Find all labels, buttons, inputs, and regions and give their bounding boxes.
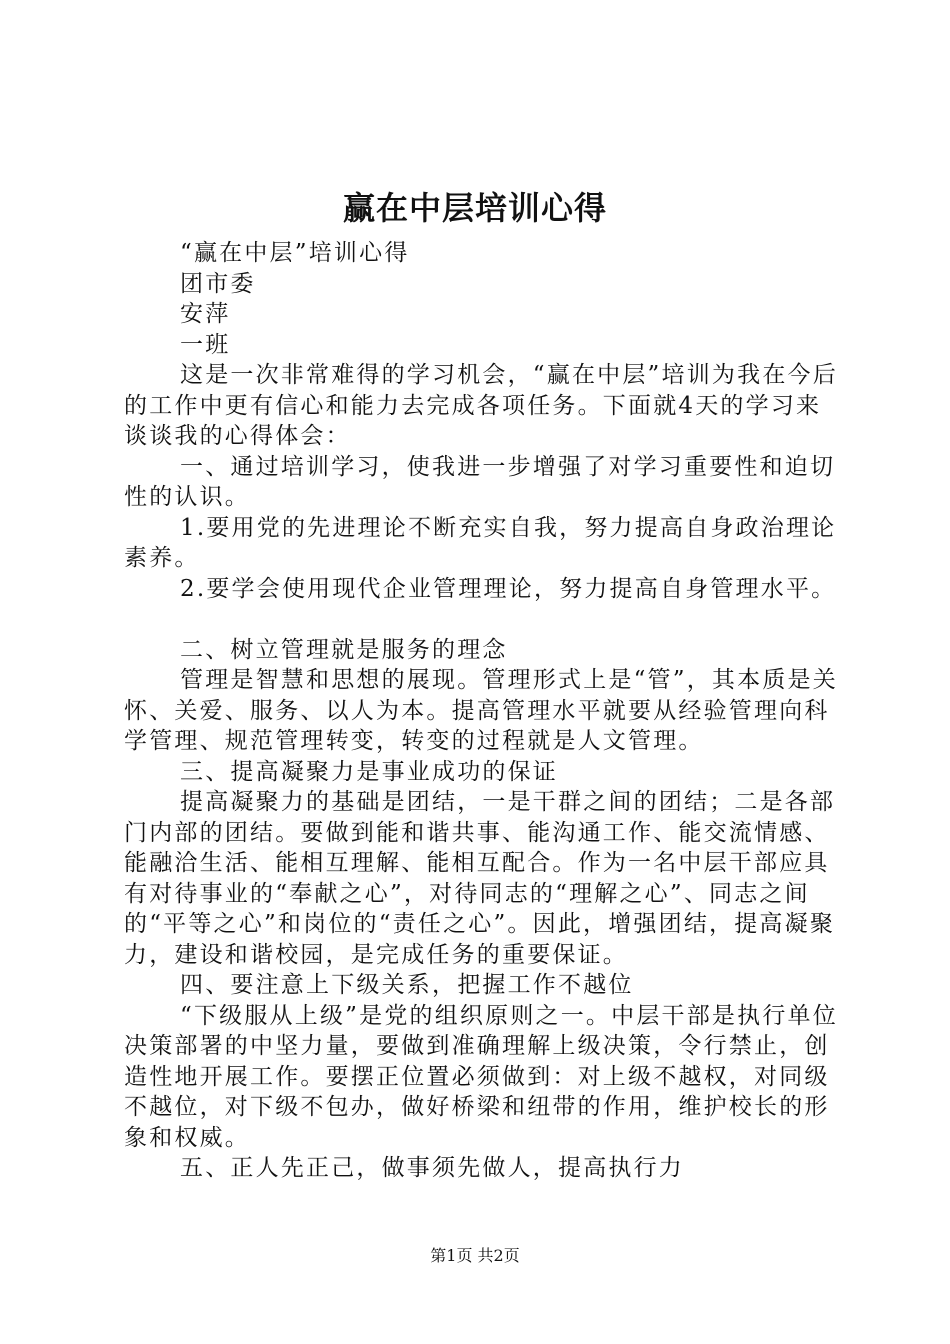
- document-title: 赢在中层培训心得: [342, 189, 607, 227]
- paragraph-section-4-body: “下级服从上级”是党的组织原则之一。中层干部是执行单位决策部署的中坚力量，要做到准确理解上级决策，令行禁止，创造性地开展工作。要摆正位置必须做到：对上级不越权，对同级不越位，对下级不包办，做好桥梁和纽带的作用，维护校长的形象和权威。: [124, 1002, 838, 1151]
- paragraph-subtitle: “赢在中层”培训心得: [180, 240, 410, 266]
- paragraph-section-4: 四、要注意上下级关系，把握工作不越位: [180, 972, 634, 998]
- paragraph-organization: 团市委: [180, 270, 256, 297]
- paragraph-intro: 这是一次非常难得的学习机会，“赢在中层”培训为我在今后的工作中更有信心和能力去完成各项任务。下面就4天的学习来谈谈我的心得体会：: [124, 362, 838, 449]
- paragraph-section-2-body: 管理是智慧和思想的展现。管理形式上是“管”，其本质是关怀、关爱、服务、以人为本。提高管理水平就要从经验管理向科学管理、规范管理转变，转变的过程就是人文管理。: [124, 667, 838, 754]
- paragraph-author: 安萍: [180, 301, 231, 327]
- paragraph-section-2: 二、树立管理就是服务的理念: [180, 636, 508, 663]
- paragraph-section-1: 一、通过培训学习，使我进一步增强了对学习重要性和迫切性的认识。: [124, 453, 836, 510]
- paragraph-point-1: 1.要用党的先进理论不断充实自我，努力提高自身政治理论素养。: [124, 514, 837, 571]
- paragraph-class: 一班: [180, 331, 231, 358]
- paragraph-section-3-body: 提高凝聚力的基础是团结，一是干群之间的团结；二是各部门内部的团结。要做到能和谐共事、能沟通工作、能交流情感、能融洽生活、能相互理解、能相互配合。作为一名中层干部应具有对待事业的“奉献之心”，对待同志的“理解之心”、同志之间的“平等之心”和岗位的“责任之心”。因此，增强团结，提高凝聚力，建设和谐校园，是完成任务的重要保证。: [124, 789, 836, 968]
- paragraph-point-2: 2.要学会使用现代企业管理理论，努力提高自身管理水平。: [180, 575, 837, 602]
- paragraph-section-5: 五、正人先正己，做事须先做人，提高执行力: [180, 1155, 684, 1181]
- paragraph-section-3: 三、提高凝聚力是事业成功的保证: [180, 758, 558, 785]
- page-number-footer: 第1页 共2页: [430, 1246, 520, 1265]
- document-body: [124, 238, 844, 1184]
